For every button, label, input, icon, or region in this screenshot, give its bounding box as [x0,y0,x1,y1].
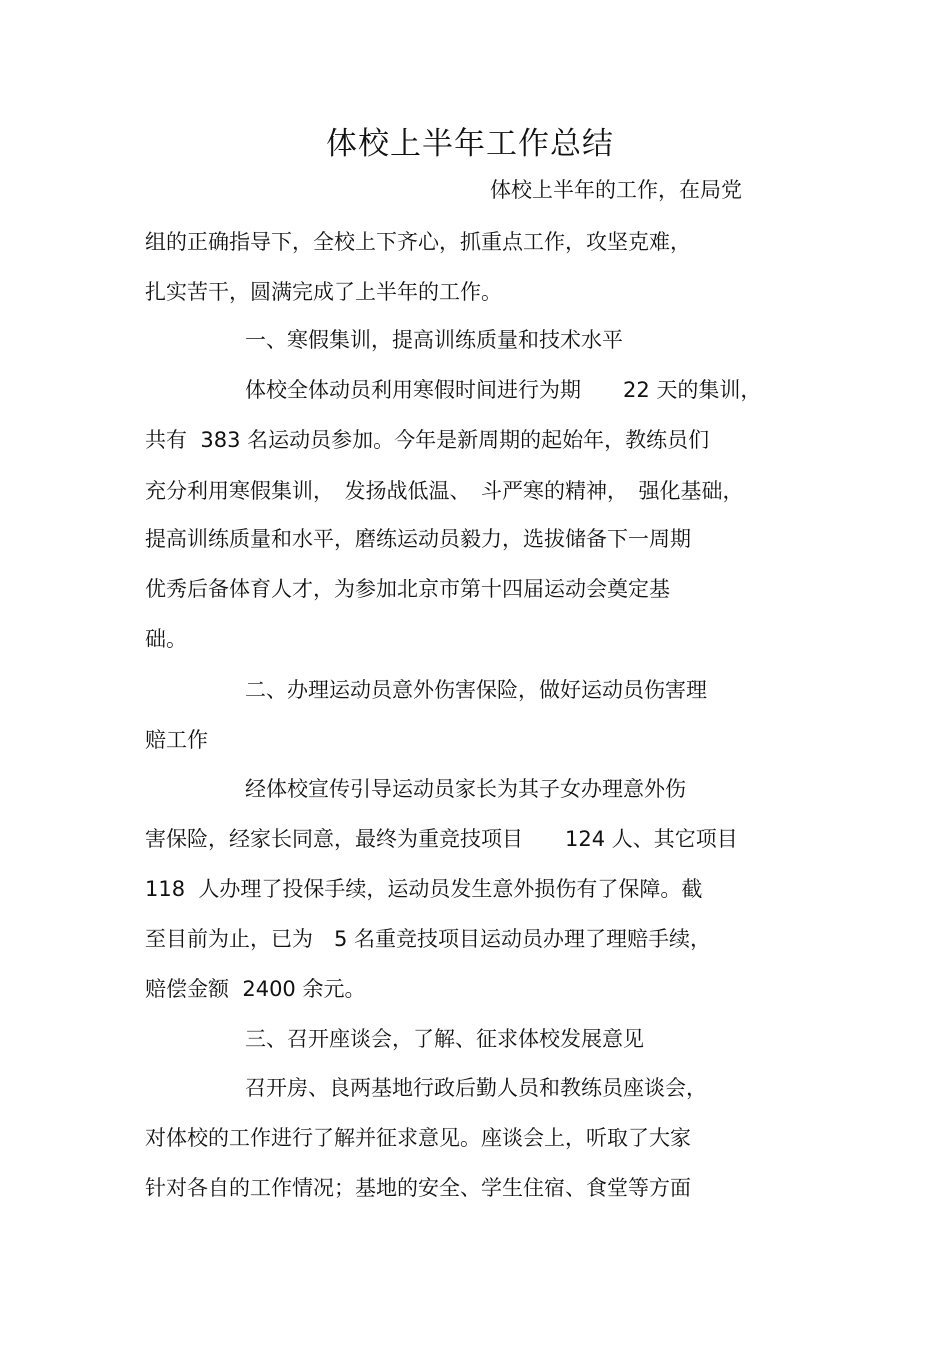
text-line: 共有 383 名运动员参加。今年是新周期的起始年，教练员们 [145,428,710,452]
text-line: 针对各自的工作情况；基地的安全、学生住宿、食堂等方面 [145,1176,691,1200]
text-line: 提高训练质量和水平，磨练运动员毅力，选拔储备下一周期 [145,527,691,551]
text-line: 充分利用寒假集训， 发扬战低温、 斗严寒的精神， 强化基础， [145,479,744,503]
section-heading: 三、召开座谈会，了解、征求体校发展意见 [245,1027,644,1051]
text-line: 组的正确指导下，全校上下齐心，抓重点工作，攻坚克难， [145,230,691,254]
section-heading: 二、办理运动员意外伤害保险，做好运动员伤害理 [245,678,707,702]
text-line: 至目前为止，已为 5 名重竞技项目运动员办理了理赔手续， [145,927,712,951]
section-heading: 一、寒假集训，提高训练质量和技术水平 [245,328,623,352]
text-line: 召开房、良两基地行政后勤人员和教练员座谈会， [245,1076,707,1100]
document-title: 体校上半年工作总结 [326,126,614,162]
text-line: 118 人办理了投保手续，运动员发生意外损伤有了保障。截 [145,877,703,901]
text-line: 体校全体动员利用寒假时间进行为期 22 天的集训， [245,378,762,402]
text-line: 体校上半年的工作，在局党 [490,178,742,202]
text-line: 扎实苦干，圆满完成了上半年的工作。 [145,280,502,304]
text-line: 害保险，经家长同意，最终为重竞技项目 124 人、其它项目 [145,827,738,851]
text-line: 赔偿金额 2400 余元。 [145,977,366,1001]
section-heading-continued: 赔工作 [145,728,208,752]
text-line: 优秀后备体育人才，为参加北京市第十四届运动会奠定基 [145,577,670,601]
text-line: 础。 [145,627,187,651]
text-line: 经体校宣传引导运动员家长为其子女办理意外伤 [245,777,686,801]
text-line: 对体校的工作进行了解并征求意见。座谈会上，听取了大家 [145,1126,691,1150]
